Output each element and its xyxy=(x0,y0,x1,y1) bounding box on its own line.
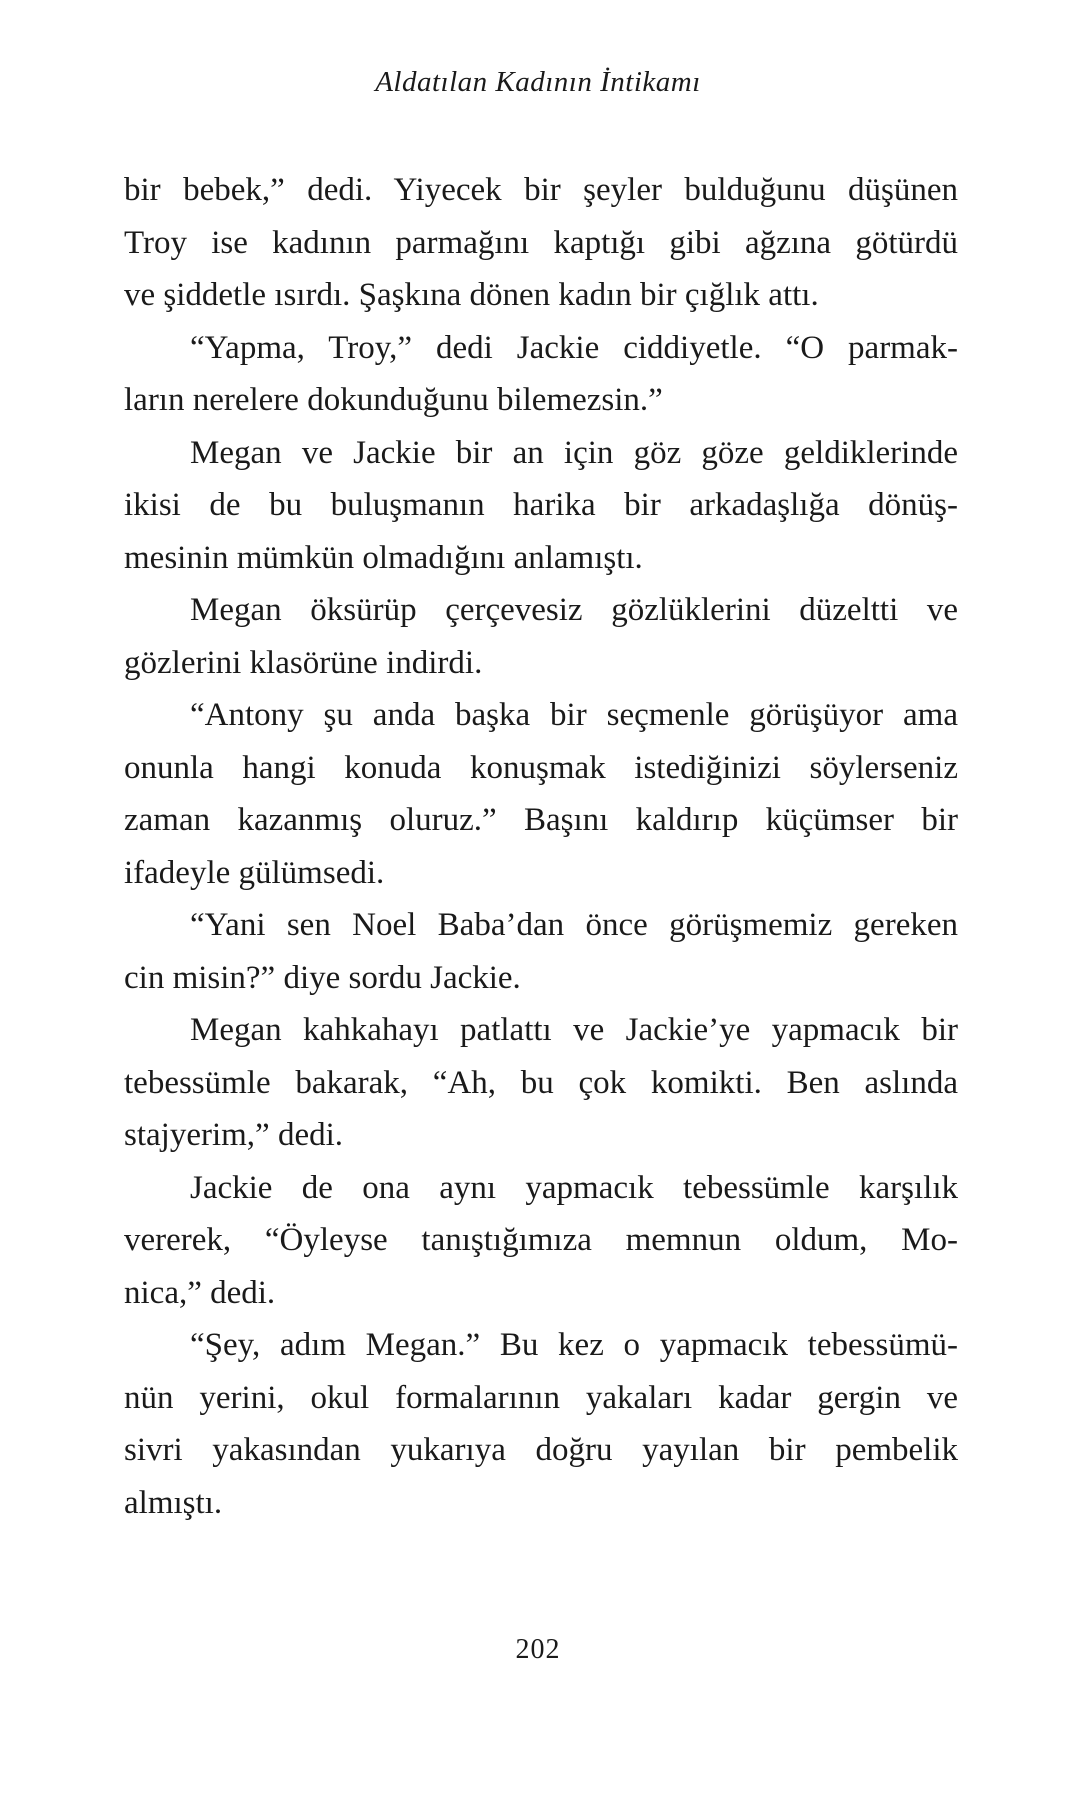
text-line: nica,” dedi. xyxy=(124,1274,276,1311)
text-line: “Yani sen Noel Baba’dan önce görüşmemiz gereken xyxy=(190,907,958,943)
text-line: Troy ise kadının parmağını kaptığı gibi ağzına götürdü xyxy=(124,224,958,261)
text-line: cin misin?” diye sordu Jackie. xyxy=(124,959,521,996)
text-line: gözlerini klasörüne indirdi. xyxy=(124,644,483,681)
text-line: Megan öksürüp çerçevesiz gözlüklerini düzeltti ve xyxy=(190,592,958,628)
running-header-title: Aldatılan Kadının İntikamı xyxy=(375,66,701,98)
page-number: 202 xyxy=(515,1634,561,1665)
text-line: almıştı. xyxy=(124,1484,223,1521)
text-line: Megan ve Jackie bir an için göz göze geldiklerinde xyxy=(190,434,958,471)
text-line: zaman kazanmış oluruz.” Başını kaldırıp küçümser bir xyxy=(124,802,958,838)
text-line: ifadeyle gülümsedi. xyxy=(124,854,385,891)
text-line: “Yapma, Troy,” dedi Jackie ciddiyetle. “O parmak- xyxy=(190,329,958,366)
text-line: bir bebek,” dedi. Yiyecek bir şeyler bulduğunu düşünen xyxy=(124,172,958,208)
text-line: ve şiddetle ısırdı. Şaşkına dönen kadın bir çığlık attı. xyxy=(124,277,819,313)
text-line: vererek, “Öyleyse tanıştığımıza memnun oldum, Mo- xyxy=(124,1222,958,1258)
text-line: onunla hangi konuda konuşmak istediğinizi söylerseniz xyxy=(124,749,958,786)
text-line: mesinin mümkün olmadığını anlamıştı. xyxy=(124,539,643,576)
text-line: ikisi de bu buluşmanın harika bir arkadaşlığa dönüş- xyxy=(124,487,958,523)
text-line: Jackie de ona aynı yapmacık tebessümle karşılık xyxy=(190,1169,958,1206)
text-line: “Şey, adım Megan.” Bu kez o yapmacık tebessümü- xyxy=(190,1327,958,1363)
text-line: “Antony şu anda başka bir seçmenle görüşüyor ama xyxy=(190,697,958,733)
text-line: sivri yakasından yukarıya doğru yayılan bir pembelik xyxy=(124,1432,958,1468)
text-line: tebessümle bakarak, “Ah, bu çok komikti. Ben aslında xyxy=(124,1064,958,1101)
text-line: nün yerini, okul formalarının yakaları kadar gergin ve xyxy=(124,1379,958,1416)
text-line: Megan kahkahayı patlattı ve Jackie’ye yapmacık bir xyxy=(190,1012,958,1048)
text-line: ların nerelere dokunduğunu bilemezsin.” xyxy=(124,382,663,418)
body-text xyxy=(124,164,958,1529)
text-line: stajyerim,” dedi. xyxy=(124,1117,344,1153)
